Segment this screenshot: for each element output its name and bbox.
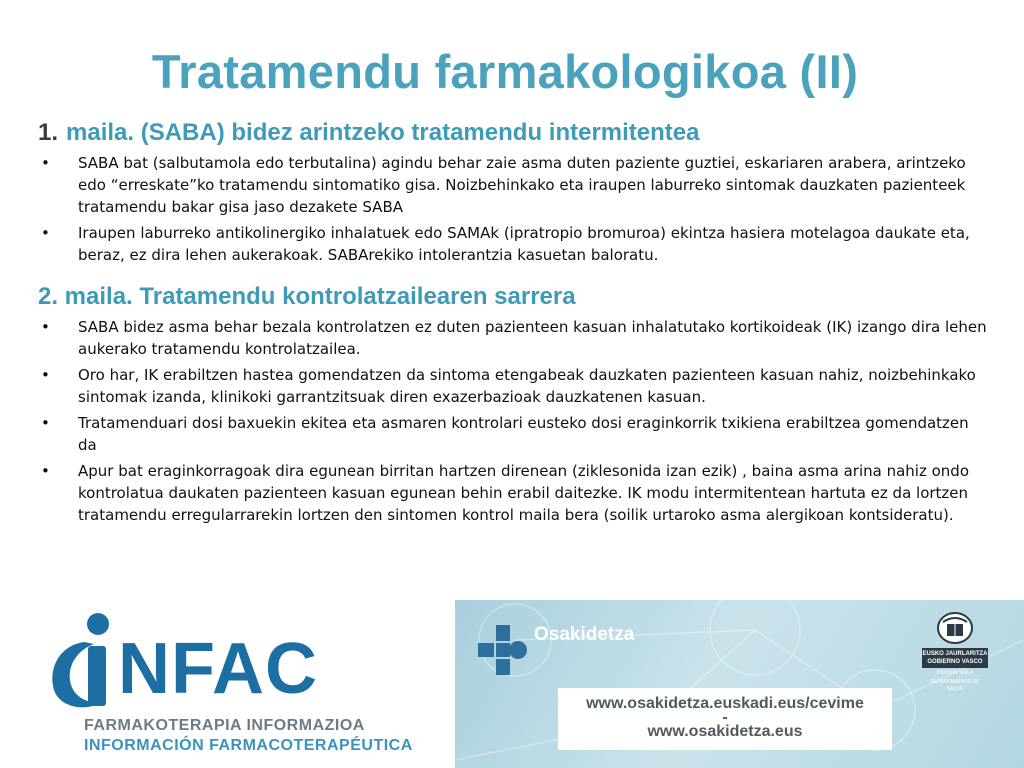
government-emblem-icon [935, 612, 975, 646]
bullet-item: • SABA bidez asma behar bezala kontrolatzen ez duten pazienteen kasuan inhalatutako kortikoideak (IK) izango dira lehen aukerako tratamendu kontrolatzailea. [38, 316, 988, 360]
section-1-heading [38, 118, 988, 148]
bullet-item: • Apur bat eraginkorragoak dira egunean birritan hartzen direnean (ziklesonida izan ezik) , baina asma arina nahiz ondo kontrolatua daukaten pazienteen kasuan egunean behin erabil daitezke. IK modu intermitentean hartuta ez da lortzen tratamendu erregularrarekin lortzen den sintomen kontrol maila bera (soilik urtaroko asma alergikoan kontsideratu). [38, 460, 988, 526]
section-2-bullet-list [38, 316, 988, 526]
slide-title: Tratamendu farmakologikoa (II) [151, 45, 859, 98]
section-1-heading-text: maila. (SABA) bidez arintzeko tratamendu intermitentea [66, 119, 700, 146]
url-separator: - [722, 709, 728, 726]
section-1-bullet-list [38, 152, 988, 266]
osakidetza-url-link[interactable]: www.osakidetza.eus [647, 723, 803, 740]
infac-logo-text: NFAC [118, 629, 318, 709]
government-name-eu: EUSKO JAURLARITZA [922, 651, 988, 657]
bullet-item: • Iraupen laburreko antikolinergiko inhalatuek edo SAMAk (ipratropio bromuroa) ekintza hasiera motelagoa daukate eta, beraz, ez dira lehen aukerakoak. SABArekiko intolerantzia kasuetan baloratu. [38, 222, 988, 266]
cevime-url-link[interactable]: www.osakidetza.euskadi.eus/cevime [586, 695, 864, 712]
basque-government-logo [922, 612, 988, 693]
bullet-item: • Oro har, IK erabiltzen hastea gomendatzen da sintoma etengabeak dauzkaten pazienteen kasuan nahiz, noizbehinkako sintomak izanda, klinikoki garrantzitsuak diren exazerbazioak dauzkatenen kasuan. [38, 364, 988, 408]
government-name-es: GOBIERNO VASCO [927, 659, 983, 665]
department-name-eu: OSASUN SAILA [936, 670, 974, 676]
slide-content [38, 118, 988, 530]
osakidetza-logo-icon [478, 625, 528, 675]
section-2-heading: 2. maila. Tratamendu kontrolatzailearen sarrera [38, 283, 576, 310]
bullet-item: • Tratamenduari dosi baxuekin ekitea eta asmaren kontrolari eusteko dosi eraginkorrik txikiena erabiltzea gomendatzen da [38, 412, 988, 456]
section-1-number: 1. [38, 119, 59, 146]
bullet-item: • SABA bat (salbutamola edo terbutalina) agindu behar zaie asma duten paziente guztiei, eskariaren arabera, arintzeko edo “erreskate”ko tratamendu sintomatiko gisa. Noizbehinkako eta iraupen laburreko sintomak dauzkaten pazienteek tratamendu bakar gisa jaso dezakete SABA [38, 152, 988, 218]
infac-subtitle-eu: FARMAKOTERAPIA INFORMAZIOA [84, 717, 365, 734]
government-name-box [922, 648, 988, 668]
infac-subtitle-es: INFORMACIÓN FARMACOTERAPÉUTICA [84, 737, 413, 754]
infac-i-logo-icon [46, 612, 122, 712]
osakidetza-name: Osakidetza [534, 624, 635, 645]
department-name-es: DEPARTAMENTO DE SALUD [930, 679, 980, 692]
url-box [558, 688, 892, 750]
